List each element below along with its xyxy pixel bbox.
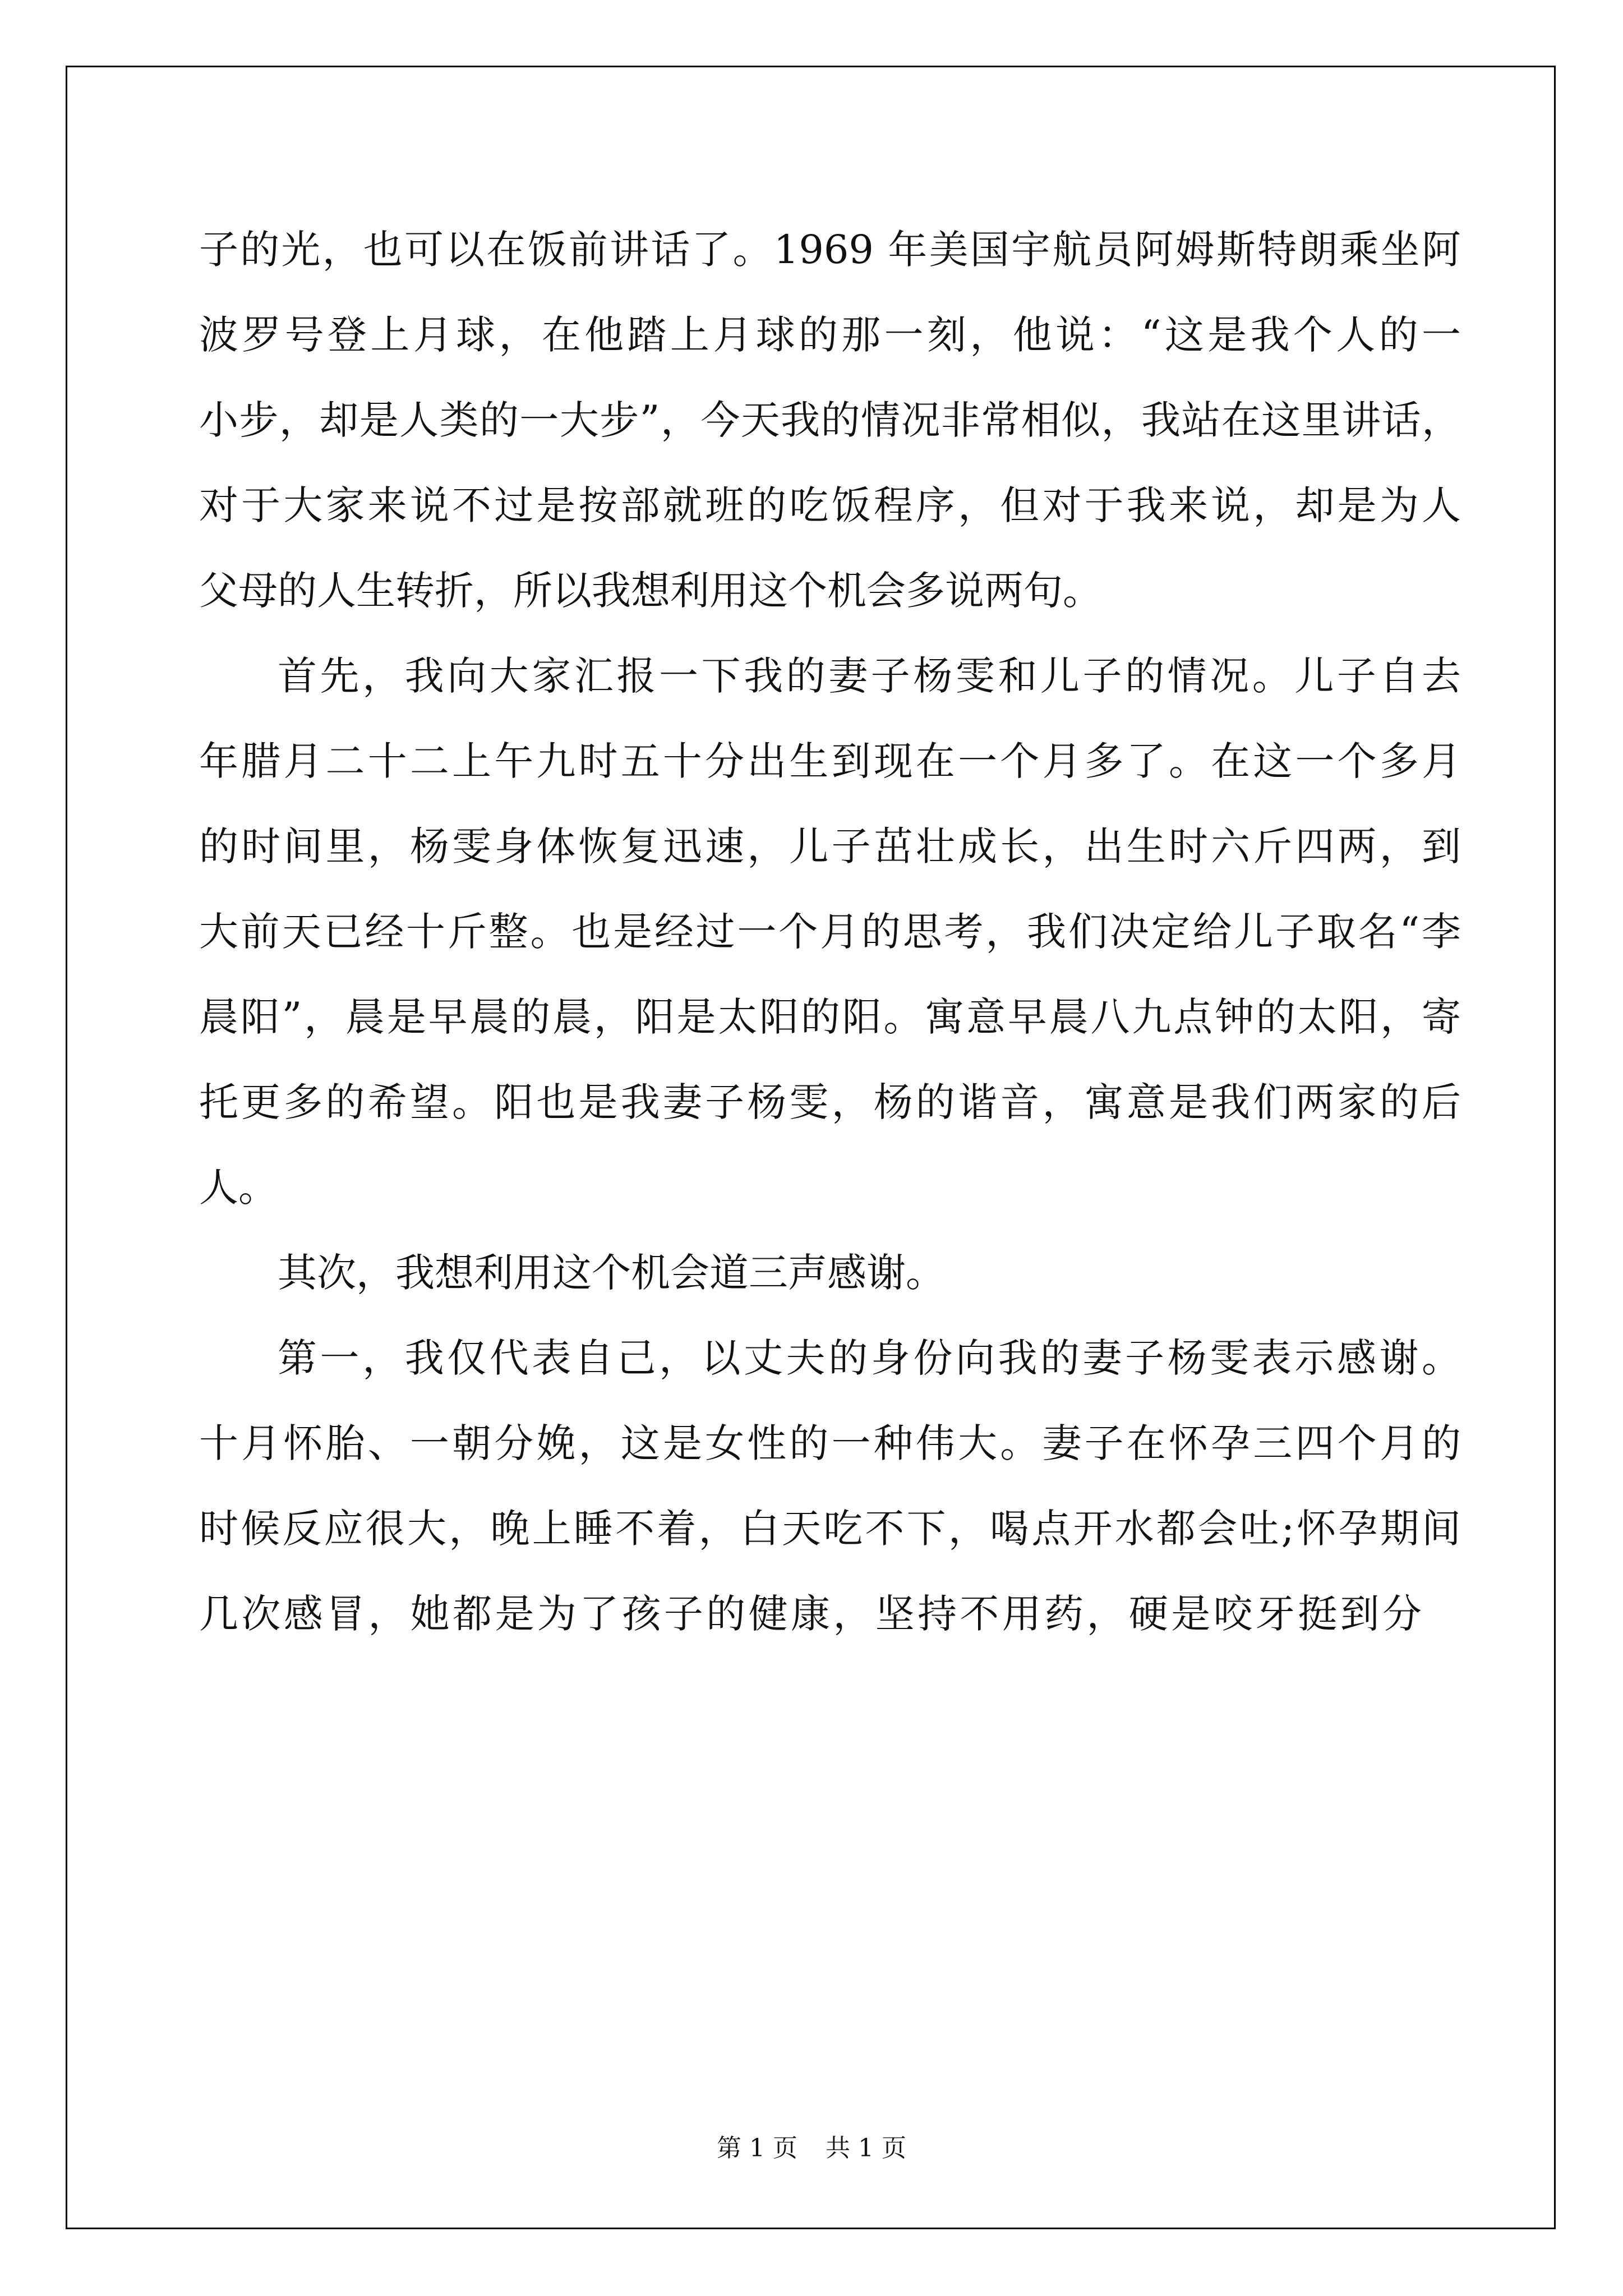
paragraph-line: 十月怀胎、一朝分娩，这是女性的一种伟大。妻子在怀孕三四个月的 [199,1420,1461,1466]
page-footer [0,2132,1623,2165]
paragraph-line: 对于大家来说不过是按部就班的吃饭程序，但对于我来说，却是为人 [199,482,1461,528]
paragraph-line: 晨阳”，晨是早晨的晨，阳是太阳的阳。寓意早晨八九点钟的太阳，寄 [199,994,1461,1040]
page-number: 第 1 页 [717,2134,797,2162]
paragraph-line: 波罗号登上月球，在他踏上月球的那一刻，他说：“这是我个人的一 [199,312,1461,358]
page-border [66,66,1556,2229]
paragraph-line: 几次感冒，她都是为了孩子的健康，坚持不用药，硬是咬牙挺到分 [199,1591,1422,1637]
paragraph-line: 子的光，也可以在饭前讲话了。1969 年美国宇航员阿姆斯特朗乘坐阿 [199,227,1461,273]
paragraph-line: 小步，却是人类的一大步”，今天我的情况非常相似，我站在这里讲话， [199,397,1461,443]
paragraph-line: 人。 [199,1165,278,1211]
paragraph-line: 的时间里，杨雯身体恢复迅速，儿子茁壮成长，出生时六斤四两，到 [199,823,1461,869]
paragraph-line: 时候反应很大，晚上睡不着，白天吃不下，喝点开水都会吐;怀孕期间 [199,1506,1461,1552]
paragraph-line: 首先，我向大家汇报一下我的妻子杨雯和儿子的情况。儿子自去 [278,653,1461,699]
paragraph-line: 第一，我仅代表自己，以丈夫的身份向我的妻子杨雯表示感谢。 [278,1335,1461,1381]
paragraph-line: 年腊月二十二上午九时五十分出生到现在一个月多了。在这一个多月 [199,738,1461,784]
paragraph-line: 其次，我想利用这个机会道三声感谢。 [278,1250,945,1296]
page-total: 共 1 页 [826,2134,906,2162]
paragraph-line: 父母的人生转折，所以我想利用这个机会多说两句。 [199,568,1102,614]
paragraph-line: 大前天已经十斤整。也是经过一个月的思考，我们决定给儿子取名“李 [199,909,1461,955]
paragraph-line: 托更多的希望。阳也是我妻子杨雯，杨的谐音，寓意是我们两家的后 [199,1079,1461,1125]
